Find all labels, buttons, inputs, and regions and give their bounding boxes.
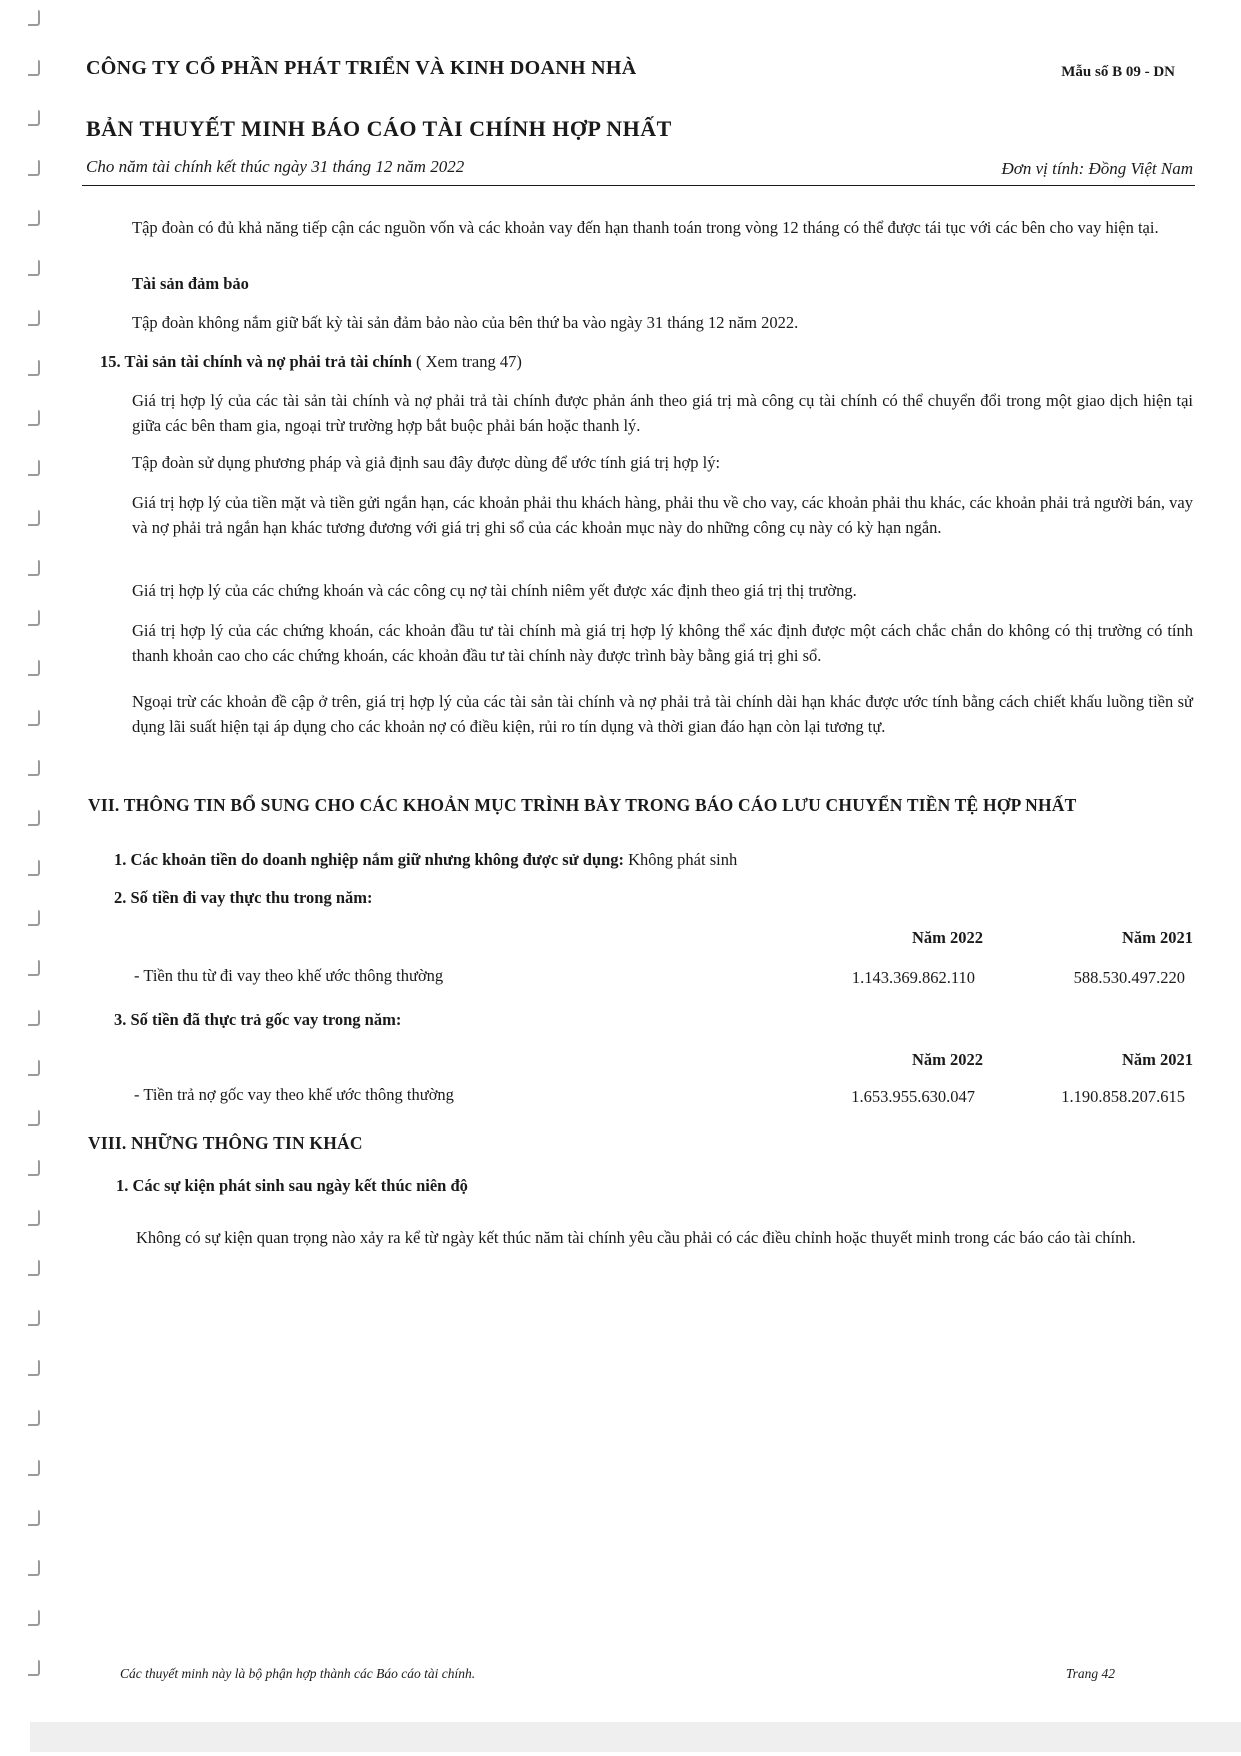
- section-15-paragraph-5: Giá trị hợp lý của các chứng khoán, các khoản đầu tư tài chính mà giá trị hợp lý không thể xác định được một cách chắc chắn do không có thị trường có tính thanh khoản cao cho các chứng khoán, các khoản đầu tư tài chính này được trình bày bằng giá trị ghi sổ.: [132, 621, 1193, 665]
- scan-edge: [30, 1722, 1241, 1752]
- section-15-paragraph-1: Giá trị hợp lý của các tài sản tài chính và nợ phải trả tài chính được phản ánh theo giá trị mà công cụ tài chính có thể chuyển đổi trong một giao dịch hiện tại giữa các bên tham gia, ngoại trừ trường hợp bắt buộc phải bán hoặc thanh lý.: [132, 391, 1193, 435]
- item-3-row-label: - Tiền trả nợ gốc vay theo khế ước thông thường: [134, 1085, 454, 1104]
- section-7-item-1-value: Không phát sinh: [628, 850, 738, 869]
- section-15-reference: ( Xem trang 47): [416, 352, 522, 371]
- section-15-paragraph-3: Giá trị hợp lý của tiền mặt và tiền gửi ngắn hạn, các khoản phải thu khách hàng, phải thu về cho vay, các khoản phải thu khác, các khoản phải trả người bán, vay và nợ phải trả ngắn hạn khác tương đương với giá trị ghi sổ của các khoản mục này do những công cụ này có kỳ hạn ngắn.: [132, 493, 1193, 537]
- item-3-value-2022: 1.653.955.630.047: [851, 1087, 975, 1106]
- page-number: Trang 42: [1065, 1666, 1115, 1681]
- section-8-item-1-label: 1. Các sự kiện phát sinh sau ngày kết thúc niên độ: [116, 1176, 468, 1195]
- section-15-paragraph-4: Giá trị hợp lý của các chứng khoán và các công cụ nợ tài chính niêm yết được xác định theo giá trị thị trường.: [132, 581, 857, 600]
- section-7-item-1: [114, 850, 737, 870]
- company-name: CÔNG TY CỔ PHẦN PHÁT TRIỂN VÀ KINH DOANH NHÀ: [86, 57, 637, 79]
- item-2-column-2022: Năm 2022: [911, 928, 983, 947]
- item-3-value-2021: 1.190.858.207.615: [1061, 1087, 1185, 1106]
- section-7-item-1-label: 1. Các khoản tiền do doanh nghiệp nắm giữ nhưng không được sử dụng:: [114, 850, 624, 869]
- section-15-paragraph-2: Tập đoàn sử dụng phương pháp và giả định sau đây được dùng để ước tính giá trị hợp lý:: [132, 453, 721, 472]
- item-2-value-2022: 1.143.369.862.110: [851, 968, 975, 987]
- collateral-heading: Tài sản đảm bảo: [132, 274, 249, 293]
- section-15-paragraph-6: Ngoại trừ các khoản đề cập ở trên, giá trị hợp lý của các tài sản tài chính và nợ phải trả tài chính dài hạn khác được ước tính bằng cách chiết khấu luồng tiền sử dụng lãi suất hiện tại áp dụng cho các khoản nợ có điều kiện, rủi ro tín dụng và thời gian đáo hạn còn lại tương tự.: [132, 692, 1193, 736]
- section-7-title: VII. THÔNG TIN BỔ SUNG CHO CÁC KHOẢN MỤC TRÌNH BÀY TRONG BÁO CÁO LƯU CHUYỂN TIỀN TỆ HỢP NHẤT: [88, 795, 1077, 815]
- binding-rings: [24, 0, 48, 1700]
- header-rule: [82, 185, 1195, 186]
- collateral-paragraph: Tập đoàn không nắm giữ bất kỳ tài sản đảm bảo nào của bên thứ ba vào ngày 31 tháng 12 năm 2022.: [132, 313, 799, 332]
- item-2-value-2021: 588.530.497.220: [1073, 968, 1185, 987]
- section-15-title: Tài sản tài chính và nợ phải trả tài chính: [124, 352, 412, 371]
- currency-unit: Đơn vị tính: Đồng Việt Nam: [1001, 159, 1193, 178]
- form-number: Mẫu số B 09 - DN: [1061, 64, 1175, 80]
- item-2-row-label: - Tiền thu từ đi vay theo khế ước thông thường: [134, 966, 444, 985]
- section-8-item-1-text: Không có sự kiện quan trọng nào xảy ra kể từ ngày kết thúc năm tài chính yêu cầu phải có các điều chỉnh hoặc thuyết minh trong các báo cáo tài chính.: [136, 1228, 1136, 1247]
- section-15-heading: [100, 352, 522, 372]
- item-2-column-2021: Năm 2021: [1121, 928, 1193, 947]
- section-7-item-3-label: 3. Số tiền đã thực trả gốc vay trong năm:: [114, 1010, 402, 1029]
- section-8-title: VIII. NHỮNG THÔNG TIN KHÁC: [88, 1133, 363, 1153]
- footer-note: Các thuyết minh này là bộ phận hợp thành các Báo cáo tài chính.: [120, 1666, 476, 1681]
- item-3-column-2021: Năm 2021: [1121, 1050, 1193, 1069]
- item-3-column-2022: Năm 2022: [911, 1050, 983, 1069]
- section-7-item-2-label: 2. Số tiền đi vay thực thu trong năm:: [114, 888, 373, 907]
- document-title: BẢN THUYẾT MINH BÁO CÁO TÀI CHÍNH HỢP NHẤT: [86, 116, 672, 141]
- liquidity-paragraph: Tập đoàn có đủ khả năng tiếp cận các nguồn vốn và các khoản vay đến hạn thanh toán trong vòng 12 tháng có thể được tái tục với các bên cho vay hiện tại.: [132, 218, 1159, 237]
- reporting-period: Cho năm tài chính kết thúc ngày 31 tháng 12 năm 2022: [86, 157, 465, 176]
- section-15-number: 15.: [100, 352, 121, 371]
